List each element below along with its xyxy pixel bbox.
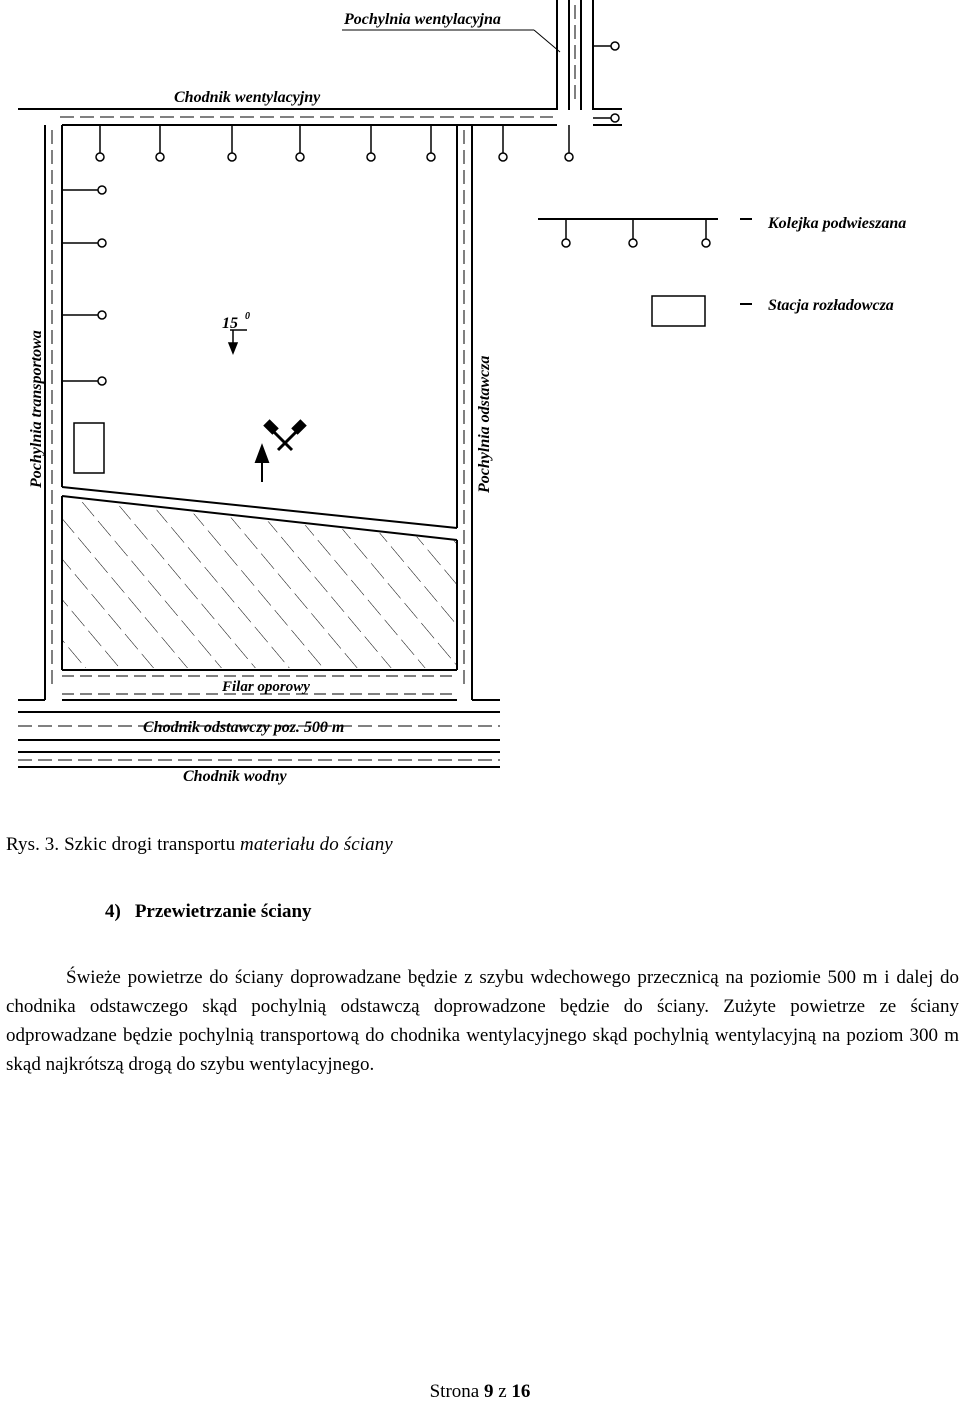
page-footer (0, 1381, 960, 1403)
footer-page: 9 (483, 1381, 494, 1402)
section-number: 4) (105, 901, 121, 922)
label-angle-value: 15 (222, 315, 238, 332)
section-heading (105, 901, 312, 923)
label-haulage-incline: Pochylnia odstawcza (476, 355, 493, 493)
label-haulage-gallery: Chodnik odstawczy poz. 500 m (143, 719, 345, 736)
body-paragraph: Świeże powietrze do ściany doprowadzane będzie z szybu wdechowego przecznicą na poziomie 500 m i dalej do chodnika odstawczego skąd pochylnią odstawczą doprowadzone będzie do ściany. Zużyte powietrze ze ściany odprowadzane będzie pochylnią transportową do chodnika wentylacyjnego skąd pochylnią wentylacyjną na poziom 300 m skąd najkrótszą drogą do szybu wentylacyjnego. (6, 967, 959, 1075)
label-water-gallery: Chodnik wodny (183, 768, 287, 785)
label-transport-incline: Pochylnia transportowa (28, 330, 45, 488)
footer-middle: z (493, 1381, 512, 1402)
section-title: Przewietrzanie ściany (134, 901, 312, 922)
label-angle-unit: 0 (245, 311, 250, 322)
unloading-station-box (74, 423, 104, 473)
arrow-up-icon (256, 446, 268, 482)
hanger-markers (62, 42, 710, 385)
label-ventilation-incline: Pochylnia wentylacyjna (344, 11, 501, 28)
figure-caption (6, 834, 393, 856)
goaf-hatched-area (62, 500, 457, 668)
label-suspended-railway: Kolejka podwieszana (768, 215, 907, 232)
label-unloading-station: Stacja rozładowcza (768, 297, 894, 314)
legend-station-box (652, 296, 705, 326)
caption-prefix: Rys. 3. Szkic drogi transportu (6, 834, 241, 855)
footer-prefix: Strona (429, 1381, 484, 1402)
caption-italic: materiału do ściany (240, 834, 393, 855)
arrow-down-icon (229, 330, 247, 353)
footer-total: 16 (511, 1381, 531, 1402)
label-support-pillar: Filar oporowy (222, 679, 310, 695)
mining-hammers-icon (265, 421, 304, 450)
label-ventilation-gallery: Chodnik wentylacyjny (174, 89, 321, 106)
